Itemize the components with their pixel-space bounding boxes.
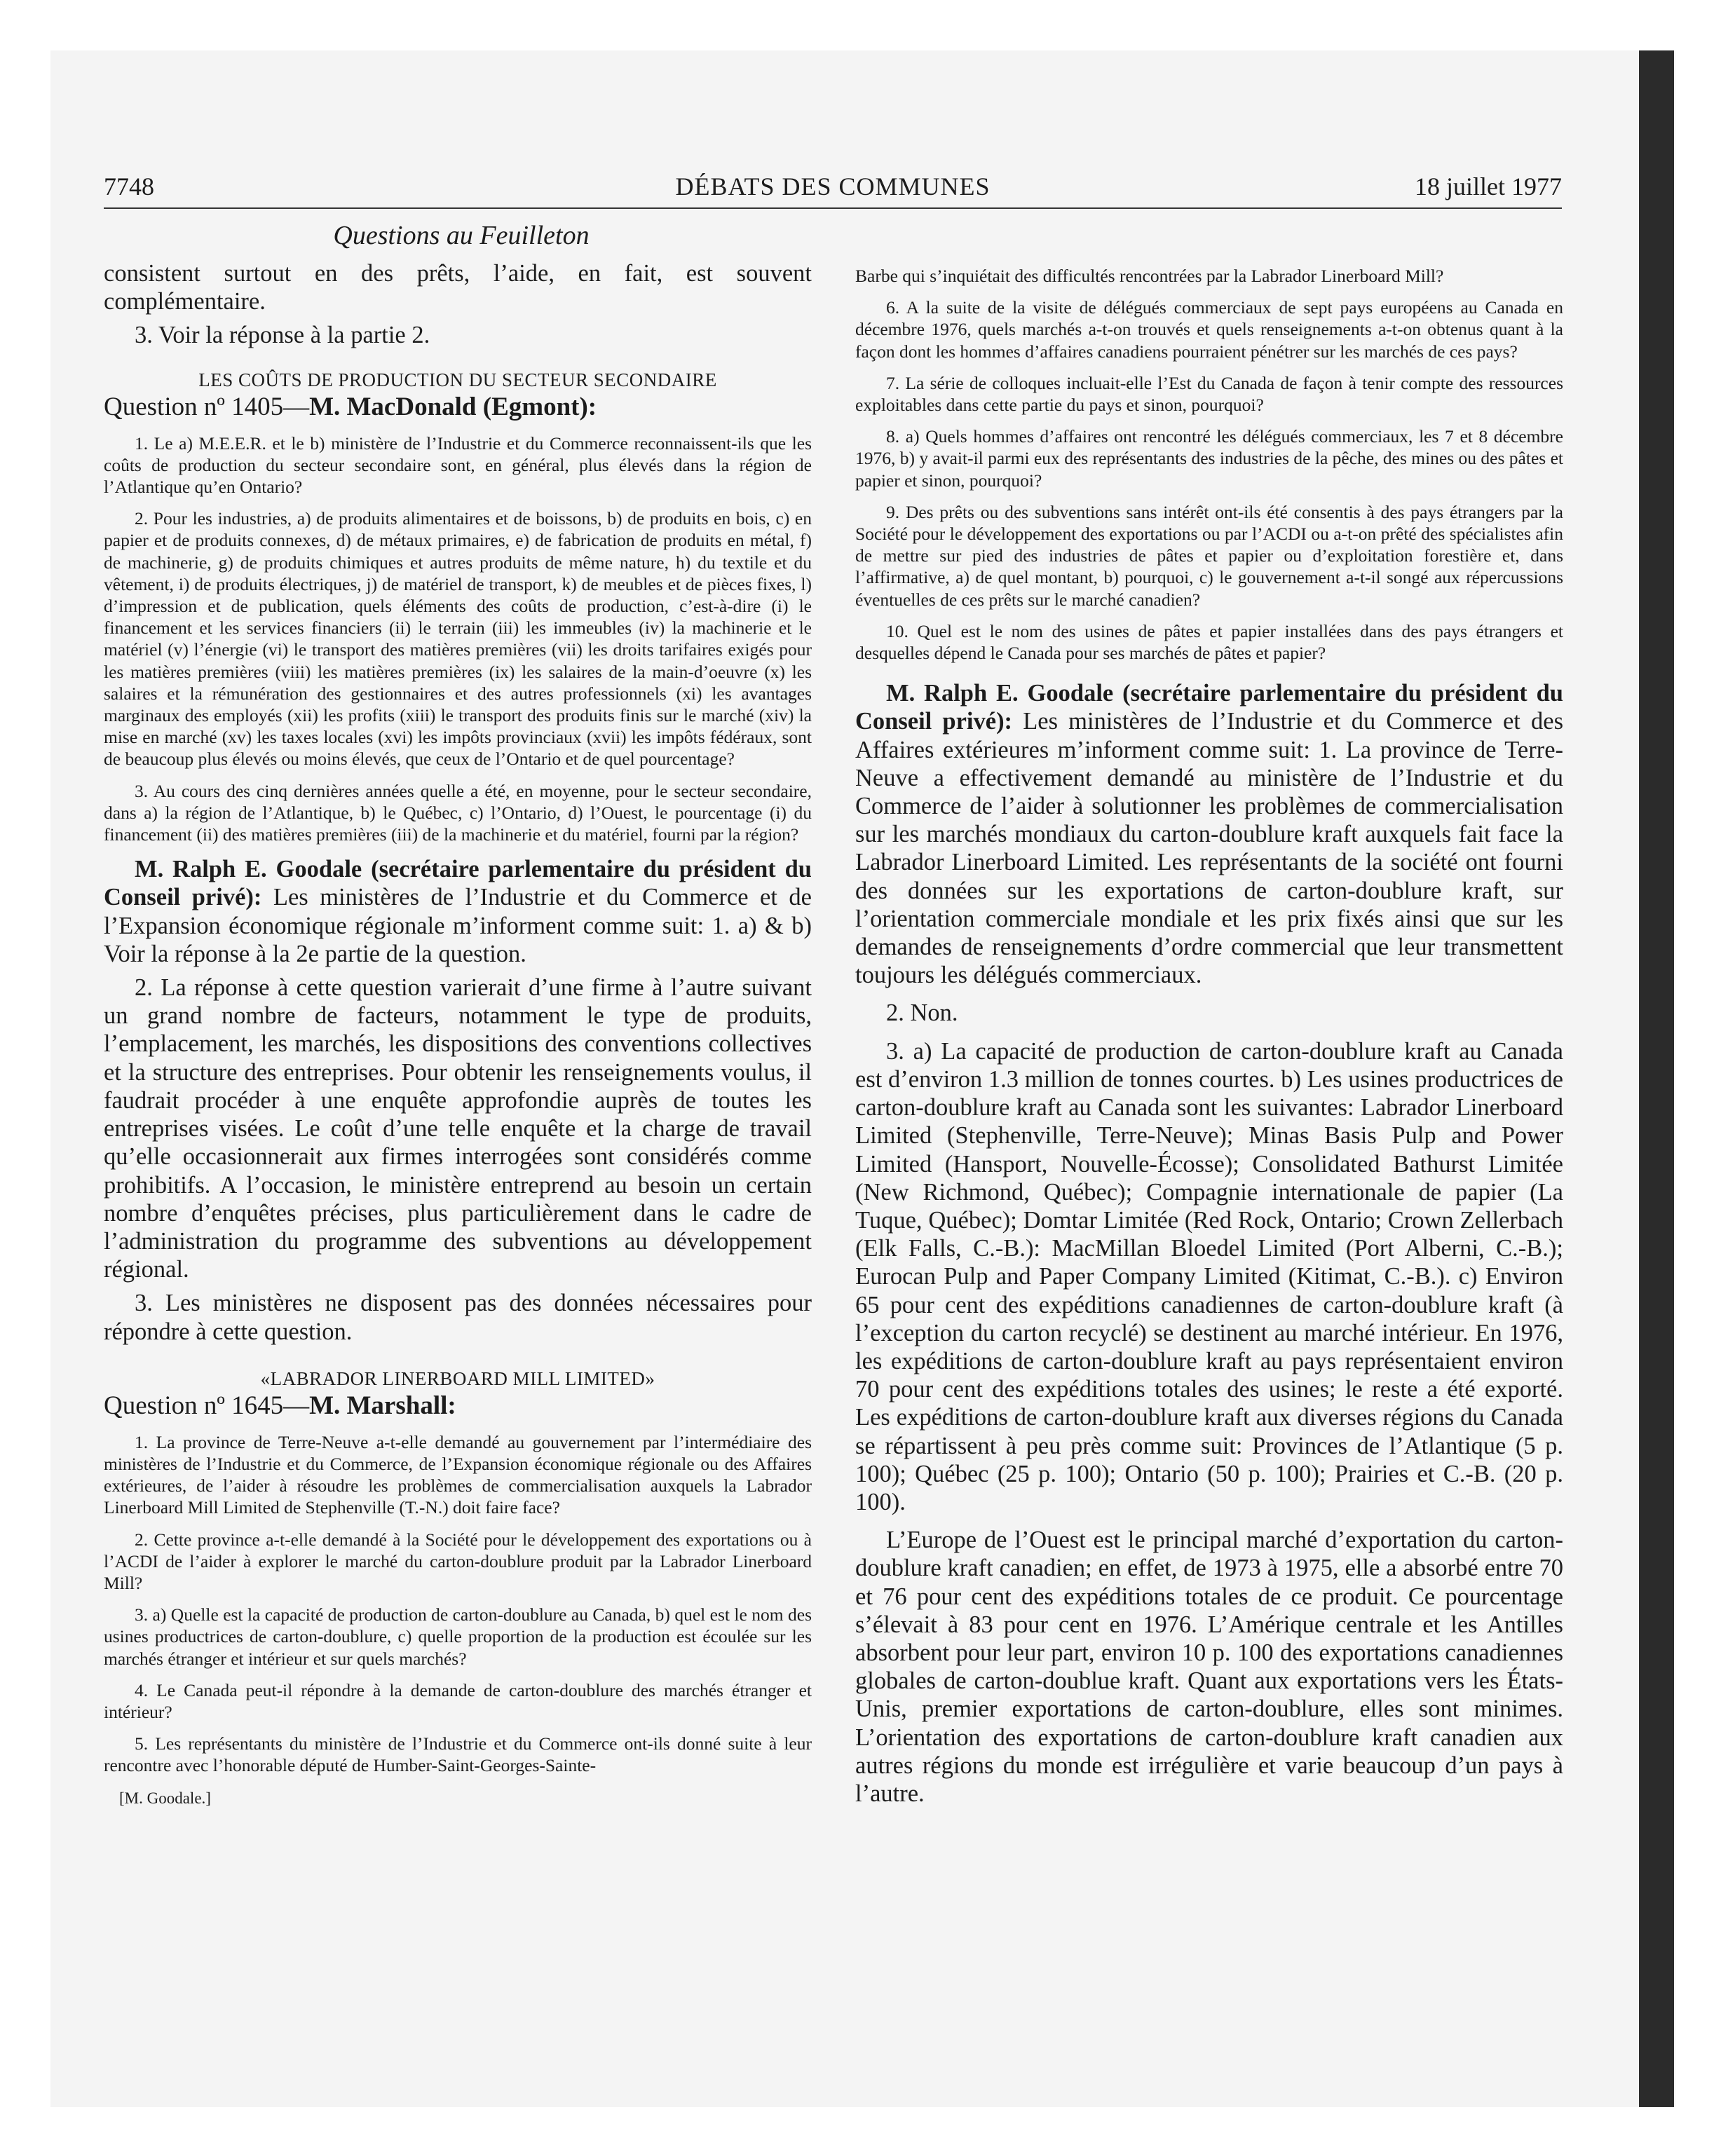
paragraph-continuation: consistent surtout en des prêts, l’aide, en fait, est souvent complémentaire. bbox=[104, 260, 812, 315]
question-item-continuation: Barbe qui s’inquiétait des difficultés rencontrées par la Labrador Linerboard Mill? bbox=[855, 266, 1444, 286]
answer-paragraph: L’Europe de l’Ouest est le principal marché d’exportation du carton-doublure kraft canadien; en effet, de 1973 à 1975, elle a absorbé entre 70 et 76 pour cent des expéditions totales de ce produit. Ce pourcentage s’élevait à 83 pour cent en 1976. L’Amérique centrale et les Antilles absorbent pour leur part, environ 10 p. 100 des exportations canadiennes globales de carton-doublue kraft. Quant aux exportations vers les États-Unis, premier exportations de carton-doublure, elles sont minimes. L’orientation des exportations de carton-doublure kraft canadien aux autres régions du monde est irrégulière et varie beaucoup d’un pays à l’autre. bbox=[855, 1527, 1563, 1807]
question-item: 2. Pour les industries, a) de produits alimentaires et de boissons, b) de produits en bois, c) en papier et de produits connexes, d) de métaux primaires, e) de fabrication de produits en métal, f) de machinerie, g) de produits chimiques et autres produits de même nature, h) du textile et du vêtement, i) de produits électriques, j) de matériel de transport, k) de meubles et de pièces fixes, l) d’impression et de publication, quels éléments des coûts de production, c’est-à-dire (i) le financement et les services financiers (ii) le terrain (iii) les immeubles (iv) la machinerie et le matériel (v) l’énergie (vi) le transport des matières premières (vii) les droits tarifaires exigés pour les matières premières (viii) les matières premières (ix) les salaires de la main-d’oeuvre (x) les salaires et la rémunération des gestionnaires et des autres professionnels (xi) les avantages marginaux des employés (xii) les profits (xiii) le transport des produits finis sur le marché (xiv) la mise en marché (xv) les taxes locales (xvi) les impôts provinciaux (xvii) les impôts fédéraux, sont de beaucoup plus élevés ou moins élevés, que ceux de l’Ontario et de quel pourcentage? bbox=[104, 508, 812, 770]
answer-paragraph: 2. La réponse à cette question varierait d’une firme à l’autre suivant un grand nombre de facteurs, notamment le type de produits, l’emplacement, les marchés, les dispositions des conventions collectives et la structure des entreprises. Pour obtenir les renseignements voulus, il faudrait procéder à une enquête approfondie auprès de toutes les entreprises visées. Le coût d’une telle enquête et la charge de travail qu’elle occasionnerait aux firmes interrogées sont considérés comme prohibitifs. A l’occasion, le ministère entreprend au besoin un certain nombre d’enquêtes précises, plus particulièrement dans le cadre de l’administration du programme des subventions au développement régional. bbox=[104, 974, 812, 1283]
page-number: 7748 bbox=[104, 172, 154, 200]
question-item: 5. Les représentants du ministère de l’Industrie et du Commerce ont-ils donné suite à leur rencontre avec l’honorable député de Humber-Saint-Georges-Sainte- bbox=[104, 1733, 812, 1776]
answer-paragraph bbox=[855, 679, 1563, 989]
answer-paragraph: 3. a) La capacité de production de carton-doublure kraft au Canada est d’environ 1.3 million de tonnes courtes. b) Les usines productrices de carton-doublure kraft au Canada sont les suivantes: Labrador Linerboard Limited (Stephenville, Terre-Neuve); Minas Basis Pulp and Power Limited (Hansport, Nouvelle-Écosse); Consolidated Bathurst Limitée (New Richmond, Québec); Compagnie internationale de papier (La Tuque, Québec); Domtar Limitée (Red Rock, Ontario; Crown Zellerbach (Elk Falls, C.-B.): MacMillan Bloedel Limited (Port Alberni, C.-B.); Eurocan Pulp and Paper Company Limited (Kitimat, C.-B.). c) Environ 65 pour cent des expéditions canadiennes de carton-doublure kraft (à l’exception du carton recyclé) se destinent au marché intérieur. En 1976, les expéditions de carton-doublure kraft au pays représentaient environ 70 pour cent des expéditions totales des usines; le reste a été exporté. Les expéditions de carton-doublure kraft aux diverses régions du Canada se répartissent à peu près comme suit: Provinces de l’Atlantique (5 p. 100); Québec (25 p. 100); Ontario (50 p. 100); Prairies et C.-B. (20 p. 100). bbox=[855, 1037, 1563, 1515]
publication-date: 18 juillet 1977 bbox=[1415, 172, 1562, 200]
answer-text: Les ministères de l’Industrie et du Commerce et de l’Expansion économique régionale m’informent comme suit: 1. a) & b) Voir la réponse à la 2e partie de la question. bbox=[104, 884, 812, 967]
left-column bbox=[104, 259, 812, 1809]
question-item: 3. Au cours des cinq dernières années quelle a été, en moyenne, pour le secteur secondaire, dans a) la région de l’Atlantique, b) le Québec, c) l’Ontario, d) l’Ouest, le pourcentage (i) du financement (ii) des matières premières (iii) de la machinerie et du matériel, fourni par la région? bbox=[104, 780, 812, 845]
speaker-name: M. Ralph E. Goodale (secrétaire parlementaire du président du Conseil privé): bbox=[104, 856, 812, 911]
question-item: 4. Le Canada peut-il répondre à la demande de carton-doublure des marchés étranger et intérieur? bbox=[104, 1679, 812, 1722]
question-item: 6. A la suite de la visite de délégués commerciaux de sept pays européens au Canada en décembre 1976, quels marchés a-t-on trouvés et quels renseignements a-t-on obtenus quant à la façon dont les hommes d’affaires canadiens pourraient pénétrer sur les marchés de ces pays? bbox=[855, 297, 1563, 362]
question-item: 10. Quel est le nom des usines de pâtes et papier installées dans des pays étrangers et desquelles dépend le Canada pour ses marchés de pâtes et papier? bbox=[855, 620, 1563, 664]
answer-paragraph: 3. Les ministères ne disposent pas des données nécessaires pour répondre à cette question. bbox=[104, 1290, 812, 1345]
question-number: Question nº 1405— bbox=[104, 392, 310, 421]
question-item: 1. La province de Terre-Neuve a-t-elle demandé au gouvernement par l’intermédiaire des ministères de l’Industrie et du Commerce, de l’Expansion économique régionale ou des Affaires extérieures, de l’aider à résoudre les problèmes de commercialisation auxquels la Labrador Linerboard Mill Limited de Stephenville (T.-N.) doit faire face? bbox=[104, 1431, 812, 1518]
answer-paragraph: 2. Non. bbox=[886, 999, 958, 1027]
question-item: 1. Le a) M.E.E.R. et le b) ministère de l’Industrie et du Commerce reconnaissent-ils que les coûts de production du secteur secondaire sont, en général, plus élevés dans la région de l’Atlantique qu’en Ontario? bbox=[104, 432, 812, 498]
answer-text: Les ministères de l’Industrie et du Commerce et des Affaires extérieures m’informent comme suit: 1. La province de Terre-Neuve a effectivement demandé au ministère de l’Industrie et du Commerce de l’aider à solutionner les problèmes de commercialisation sur les marchés mondiaux du carton-doublure kraft auxquels fait face la Labrador Linerboard Limited. Les représentants de la société ont fourni des données sur les exportations de carton-doublure kraft, sur l’orientation commerciale mondiale et les prix fixés ainsi que sur les demandes de renseignements d’ordre commercial que leur transmettent toujours les délégués commerciaux. bbox=[855, 708, 1563, 989]
section-title: Questions au Feuilleton bbox=[333, 221, 590, 250]
question-number: Question nº 1645— bbox=[104, 1391, 310, 1420]
question-line bbox=[104, 1391, 812, 1421]
question-item: 7. La série de colloques incluait-elle l’Est du Canada de façon à tenir compte des ressources exploitables dans cette partie du pays et sinon, pourquoi? bbox=[855, 372, 1563, 416]
publication-title: DÉBATS DES COMMUNES bbox=[675, 172, 991, 200]
topic-heading: LES COÛTS DE PRODUCTION DU SECTEUR SECONDAIRE bbox=[198, 369, 717, 390]
answer-paragraph bbox=[104, 855, 812, 968]
question-line bbox=[104, 392, 812, 423]
speaker-name: M. Ralph E. Goodale (secrétaire parlementaire du président du Conseil privé): bbox=[855, 680, 1563, 735]
right-column bbox=[855, 265, 1563, 1808]
document-page bbox=[104, 168, 1562, 2061]
question-member: M. Marshall: bbox=[309, 1391, 456, 1420]
question-item: 2. Cette province a-t-elle demandé à la Société pour le développement des exportations ou à l’ACDI de l’aider à explorer le marché du carton-doublure produit par la Labrador Linerboard Mill? bbox=[104, 1529, 812, 1593]
header-rule bbox=[104, 207, 1562, 209]
speaker-credit: [M. Goodale.] bbox=[119, 1789, 211, 1807]
question-item: 8. a) Quels hommes d’affaires ont rencontré les délégués commerciaux, les 7 et 8 décembre 1976, b) y avait-il parmi eux des représentants des industries de la pêche, des mines ou des pâtes et papier et sinon, pourquoi? bbox=[855, 426, 1563, 491]
question-item: 9. Des prêts ou des subventions sans intérêt ont-ils été consentis à des pays étrangers par la Société pour le développement des exportations ou par l’ACDI ou a-t-on prêté des spécialistes afin de mettre sur pied des industries de pâtes et papier ou d’exploitation forestière et, dans l’affirmative, a) de quel montant, b) pourquoi, c) le gouvernement a-t-il songé aux répercussions éventuelles de ces prêts sur le marché canadien? bbox=[855, 501, 1563, 610]
running-header bbox=[104, 168, 1562, 205]
question-item: 3. a) Quelle est la capacité de production de carton-doublure au Canada, b) quel est le nom des usines productrices de carton-doublure, c) quelle proportion de la production est écoulée sur les marchés étranger et intérieur et sur quels marchés? bbox=[104, 1604, 812, 1669]
paragraph: 3. Voir la réponse à la partie 2. bbox=[135, 322, 430, 349]
question-member: M. MacDonald (Egmont): bbox=[309, 392, 597, 421]
topic-heading: «LABRADOR LINERBOARD MILL LIMITED» bbox=[260, 1367, 655, 1389]
scan-edge-bar bbox=[1639, 50, 1674, 2107]
